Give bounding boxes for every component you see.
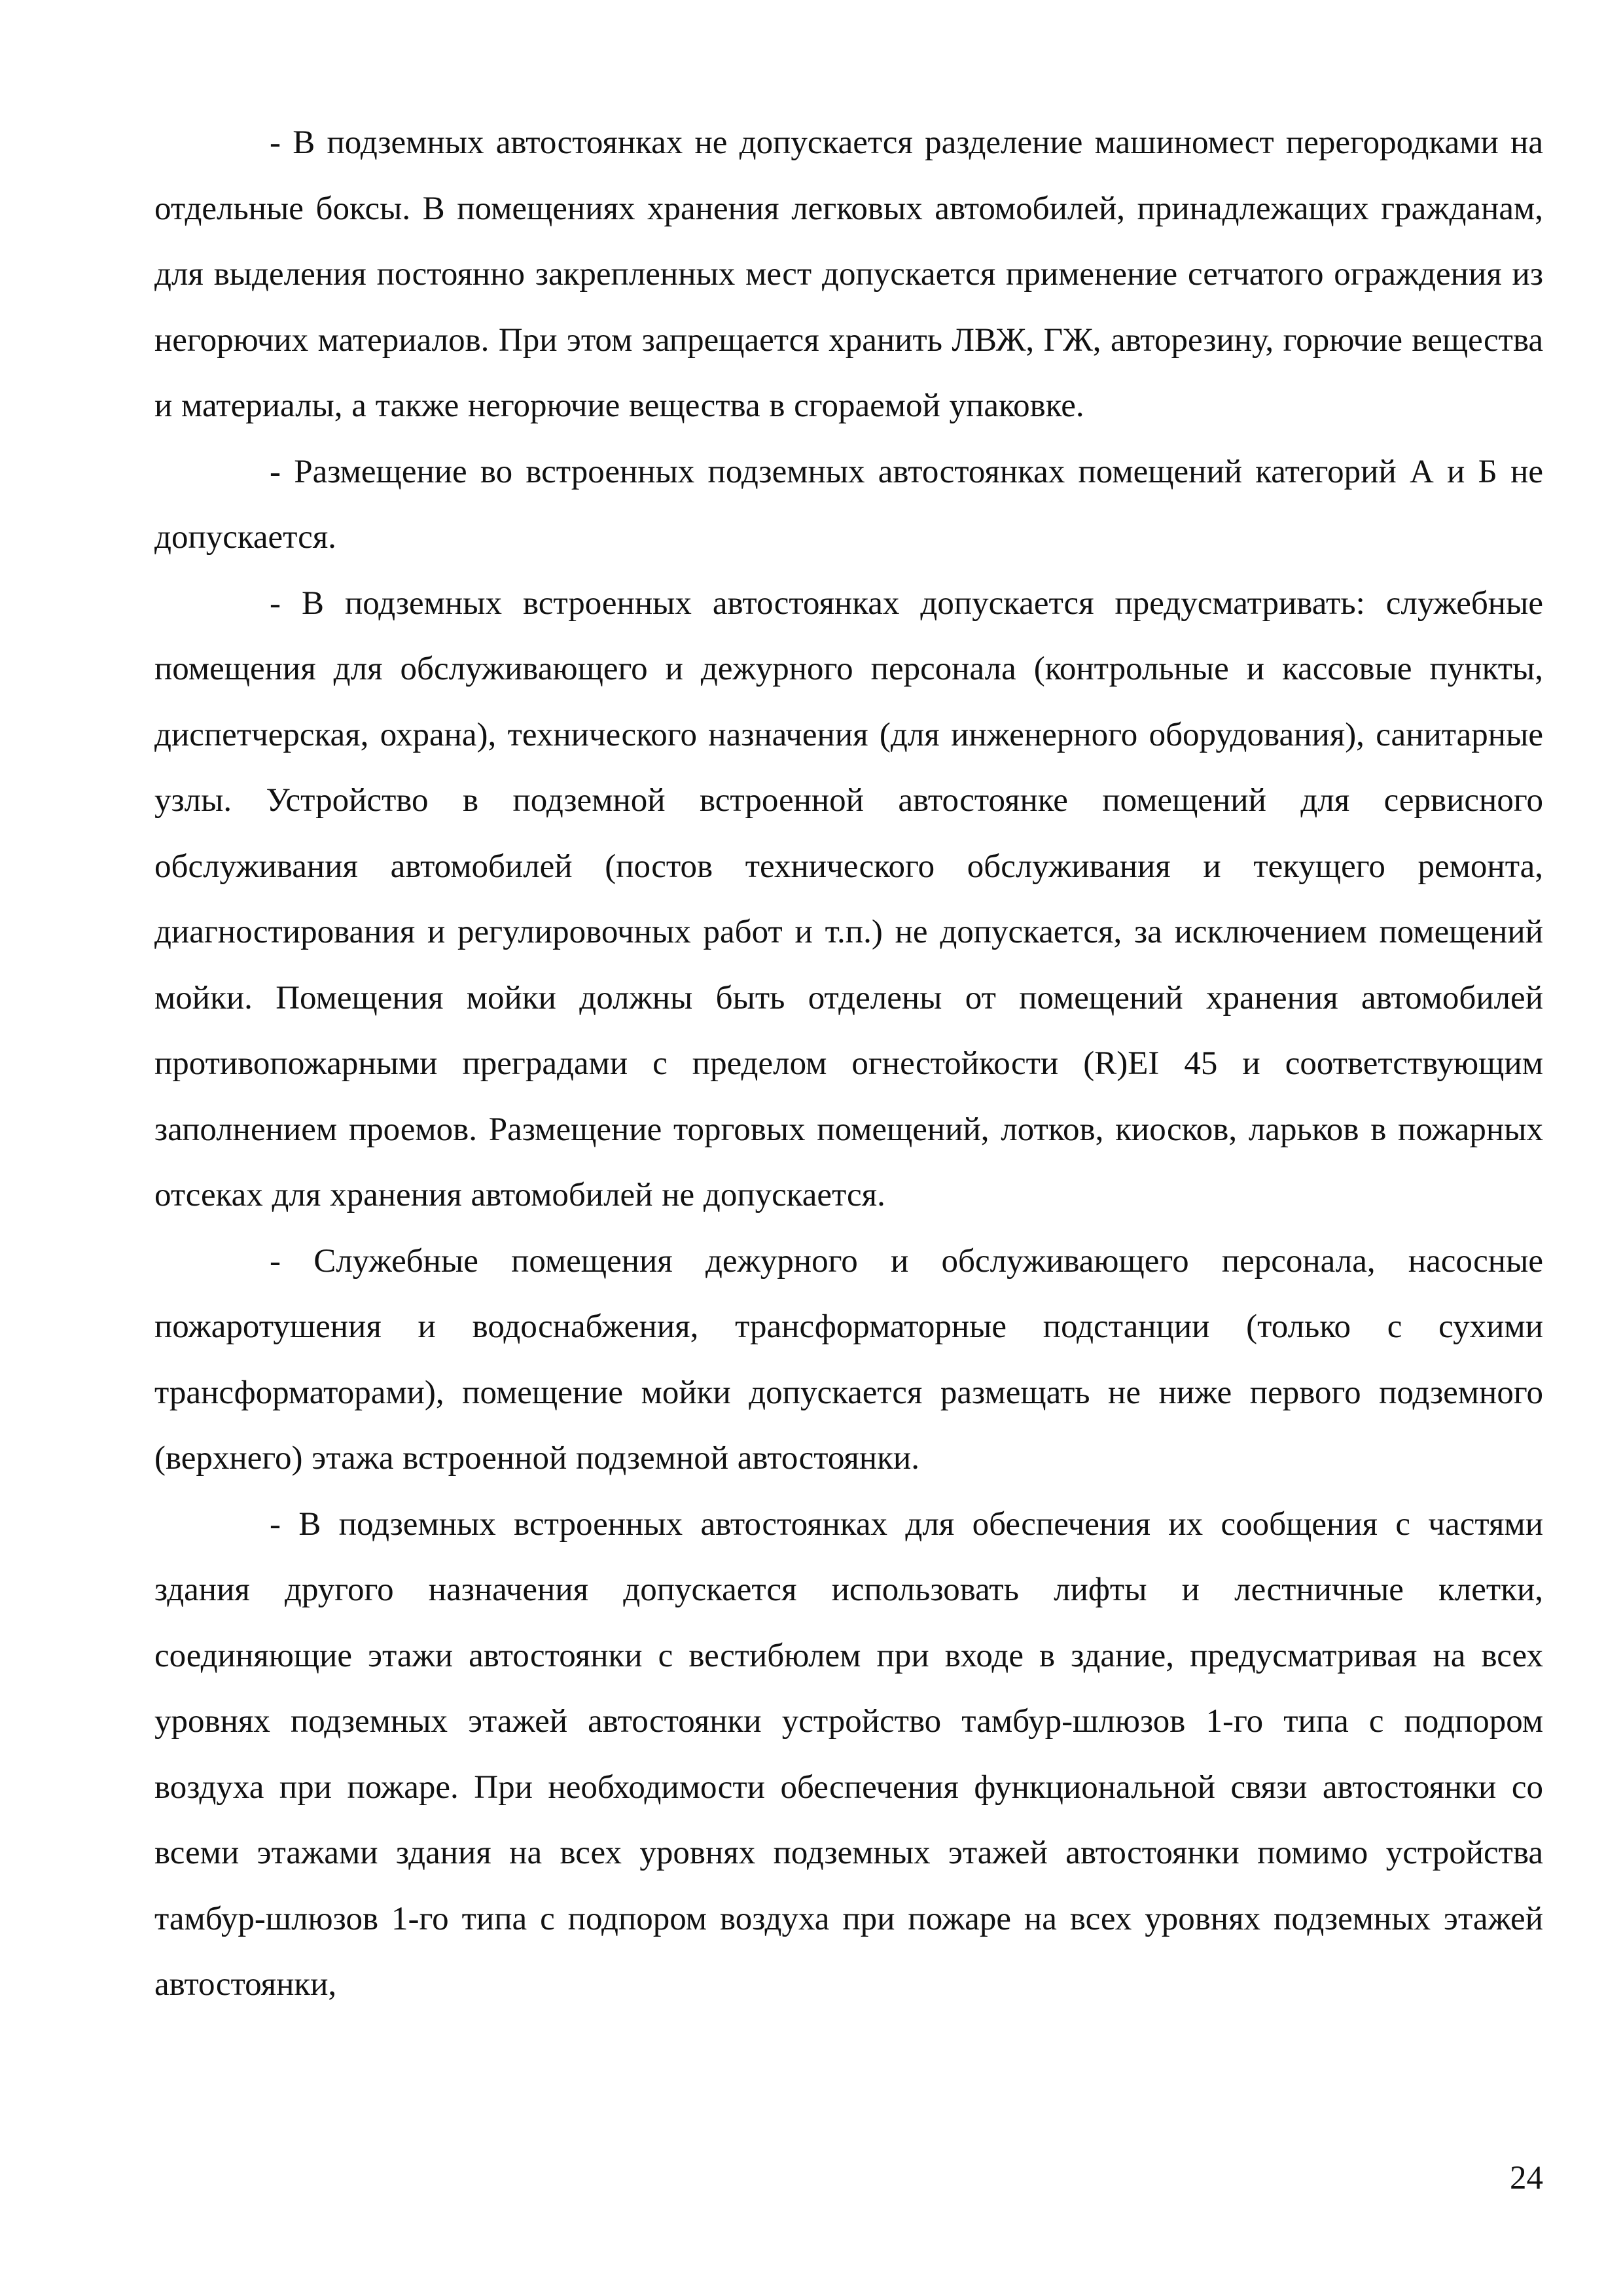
page-number: 24 — [1510, 2160, 1543, 2197]
paragraph-categories: - Размещение во встроенных подземных автостоянках помещений категорий А и Б не допускается. — [154, 453, 1543, 556]
body-text — [154, 110, 1543, 2018]
paragraph-service-rooms: - В подземных встроенных автостоянках допускается предусматривать: служебные помещения для обслуживающего и дежурного персонала (контрольные и кассовые пункты, диспетчерская, охрана), технического назначения (для инженерного оборудования), санитарные узлы. Устройство в подземной встроенной автостоянке помещений для сервисного обслуживания автомобилей (постов технического обслуживания и текущего ремонта, диагностирования и регулировочных работ и т.п.) не допускается, за исключением помещений мойки. Помещения мойки должны быть отделены от помещений хранения автомобилей противопожарными преградами с пределом огнестойкости (R)EI 45 и соответствующим заполнением проемов. Размещение торговых помещений, лотков, киосков, ларьков в пожарных отсеках для хранения автомобилей не допускается. — [154, 584, 1543, 1213]
paragraph-staff-rooms: - Служебные помещения дежурного и обслуживающего персонала, насосные пожаротушения и водоснабжения, трансформаторные подстанции (только с сухими трансформаторами), помещение мойки допускается размещать не ниже первого подземного (верхнего) этажа встроенной подземной автостоянки. — [154, 1242, 1543, 1477]
paragraph-communication: - В подземных встроенных автостоянках для обеспечения их сообщения с частями здания другого назначения допускается использовать лифты и лестничные клетки, соединяющие этажи автостоянки с вестибюлем при входе в здание, предусматривая на всех уровнях подземных этажей автостоянки устройство тамбур-шлюзов 1-го типа с подпором воздуха при пожаре. При необходимости обеспечения функциональной связи автостоянки со всеми этажами здания на всех уровнях подземных этажей автостоянки помимо устройства тамбур-шлюзов 1-го типа с подпором воздуха при пожаре на всех уровнях подземных этажей автостоянки, — [154, 1505, 1543, 2003]
paragraph-partitions: - В подземных автостоянках не допускается разделение машиномест перегородками на отдельные боксы. В помещениях хранения легковых автомобилей, принадлежащих гражданам, для выделения постоянно закрепленных мест допускается применение сетчатого ограждения из негорючих материалов. При этом запрещается хранить ЛВЖ, ГЖ, авторезину, горючие вещества и материалы, а также негорючие вещества в сгораемой упаковке. — [154, 124, 1543, 424]
